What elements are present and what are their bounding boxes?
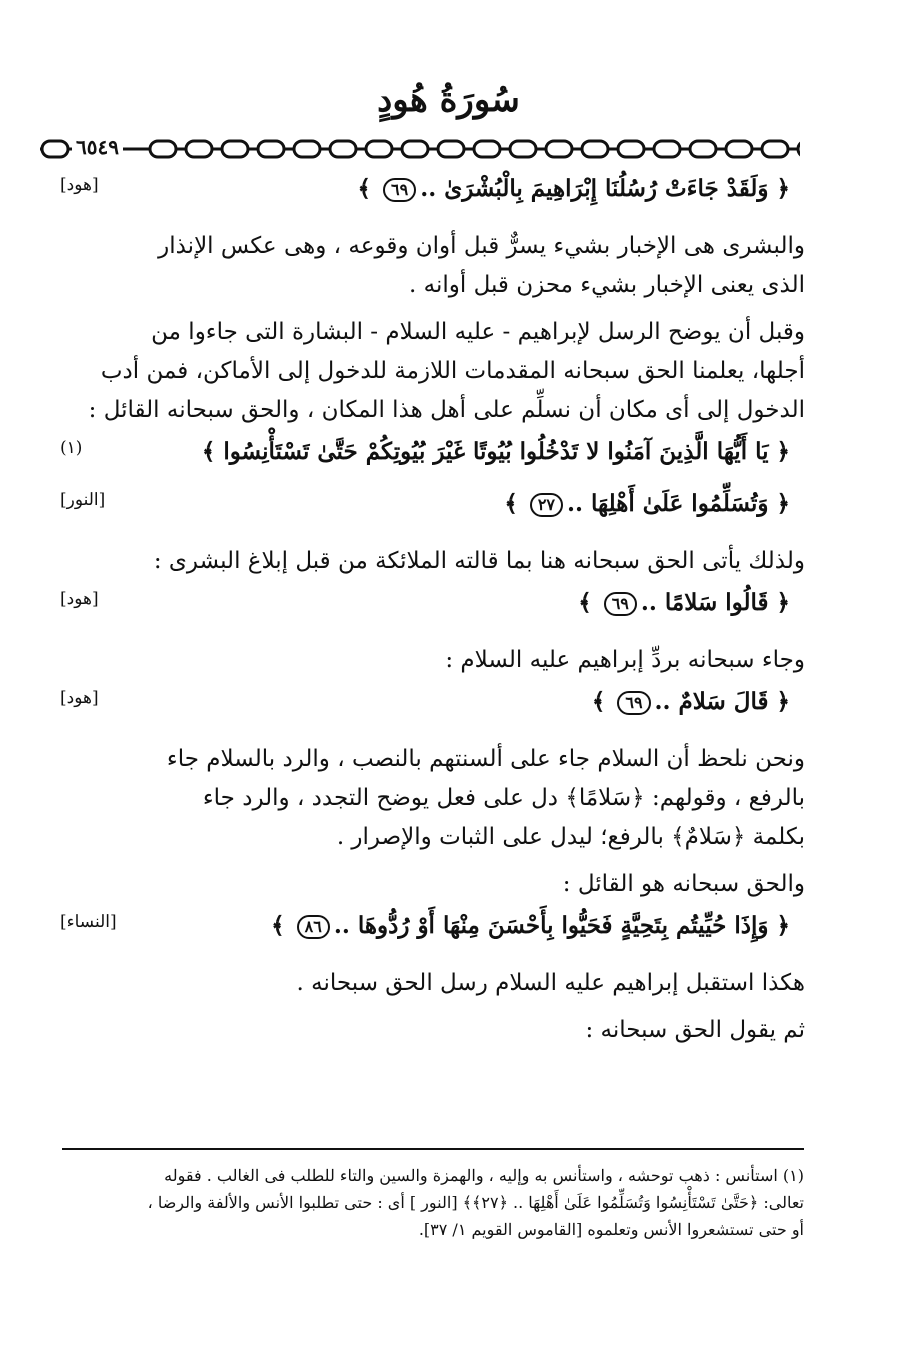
verse-text: ﴿ وَإِذَا حُيِّيتُم بِتَحِيَّةٍ فَحَيُّوا بِأَحْسَنَ مِنْهَا أَوْ رُدُّوهَا ..٨٦ ﴾ (271, 912, 790, 939)
verse-text: ﴿ قَالَ سَلامٌ ..٦٩ ﴾ (591, 688, 790, 715)
ayah-number: ٦٩ (383, 178, 416, 202)
verse-text: ﴿ وَلَقَدْ جَاءَتْ رُسُلُنَا إِبْرَاهِيمَ بِالْبُشْرَىٰ ..٦٩ ﴾ (357, 175, 790, 202)
surah-reference: (١) (60, 438, 83, 458)
surah-reference: [هود] (60, 175, 99, 195)
paragraph (60, 1011, 805, 1050)
paragraph-line: والبشرى هى الإخبار بشيء يسرٌّ قبل أوان وقوعه ، وهى عكس الإنذار (158, 233, 805, 259)
quran-verse (60, 589, 805, 641)
paragraph-line: وقبل أن يوضح الرسل لإبراهيم - عليه السلام - البشارة التى جاءوا من (151, 319, 805, 345)
paragraph-line: بالرفع ، وقولهم: ﴿سَلامًا﴾ دل على فعل يوضح التجدد ، والرد جاء (202, 785, 805, 811)
page-number: ٦٥٤٩ (72, 135, 123, 159)
paragraph-line: وجاء سبحانه بردِّ إبراهيم عليه السلام : (445, 647, 805, 673)
verse-text: ﴿ يَا أَيُّهَا الَّذِينَ آمَنُوا لا تَدْخُلُوا بُيُوتًا غَيْرَ بُيُوتِكُمْ حَتَّىٰ تَسْتَأْنِسُوا ﴾ (201, 438, 790, 465)
footnotes (62, 1162, 804, 1243)
surah-reference: [هود] (60, 589, 99, 609)
paragraph (60, 865, 805, 904)
paragraph-line: ونحن نلحظ أن السلام جاء على ألسنتهم بالنصب ، والرد بالسلام جاء (166, 746, 805, 772)
paragraph-line: ثم يقول الحق سبحانه : (585, 1017, 805, 1043)
paragraph-line: ولذلك يأتى الحق سبحانه هنا بما قالته الملائكة من قبل إبلاغ البشرى : (153, 548, 805, 574)
ayah-number: ٦٩ (604, 592, 637, 616)
verse-text: ﴿ قَالُوا سَلامًا ..٦٩ ﴾ (578, 589, 790, 616)
ayah-number: ٢٧ (530, 493, 563, 517)
quran-verse (60, 438, 805, 490)
footnote-separator (62, 1148, 804, 1150)
paragraph-line: بكلمة ﴿سَلامٌ﴾ بالرفع؛ ليدل على الثبات والإصرار . (336, 824, 805, 850)
footnote-line: أو حتى تستشعروا الأنس وتعلموه [القاموس القويم ١/ ٣٧]. (418, 1220, 804, 1239)
quran-verse (60, 175, 805, 227)
ayah-number: ٦٩ (617, 691, 650, 715)
footnote-line: (١) استأنس : ذهب توحشه ، واستأنس به وإليه ، والهمزة والسين والتاء للطلب فى الغالب . فقوله (164, 1166, 804, 1185)
paragraph-line: أجلها، يعلمنا الحق سبحانه المقدمات اللازمة للدخول إلى الأماكن، فمن أدب (100, 358, 805, 384)
paragraph (60, 542, 805, 581)
paragraph (60, 227, 805, 305)
surah-reference: [هود] (60, 688, 99, 708)
surah-reference: [النساء] (60, 912, 117, 932)
quran-verse (60, 688, 805, 740)
page-body (60, 175, 805, 1058)
quran-verse (60, 490, 805, 542)
paragraph (60, 313, 805, 430)
paragraph (60, 641, 805, 680)
paragraph-line: الذى يعنى الإخبار بشيء محزن قبل أوانه . (409, 272, 805, 298)
paragraph (60, 964, 805, 1003)
paragraph-line: والحق سبحانه هو القائل : (562, 871, 805, 897)
page-header (0, 0, 897, 165)
surah-title: سُورَةُ هُودٍ (377, 80, 520, 120)
surah-reference: [النور] (60, 490, 106, 510)
paragraph-line: الدخول إلى أى مكان أن نسلِّم على أهل هذا المكان ، والحق سبحانه القائل : (88, 397, 805, 423)
decorative-border (40, 136, 800, 162)
paragraph (60, 740, 805, 857)
quran-verse (60, 912, 805, 964)
footnote-line: تعالى: ﴿حَتَّىٰ تَسْتَأْنِسُوا وَتُسَلِّمُوا عَلَىٰ أَهْلِهَا .. ﴿٢٧﴾﴾ [النور ] أى : حتى تطلبوا الأنس والألفة والرضا ، (147, 1193, 804, 1212)
ayah-number: ٨٦ (297, 915, 330, 939)
verse-text: ﴿ وَتُسَلِّمُوا عَلَىٰ أَهْلِهَا ..٢٧ ﴾ (504, 490, 790, 517)
paragraph-line: هكذا استقبل إبراهيم عليه السلام رسل الحق سبحانه . (296, 970, 805, 996)
